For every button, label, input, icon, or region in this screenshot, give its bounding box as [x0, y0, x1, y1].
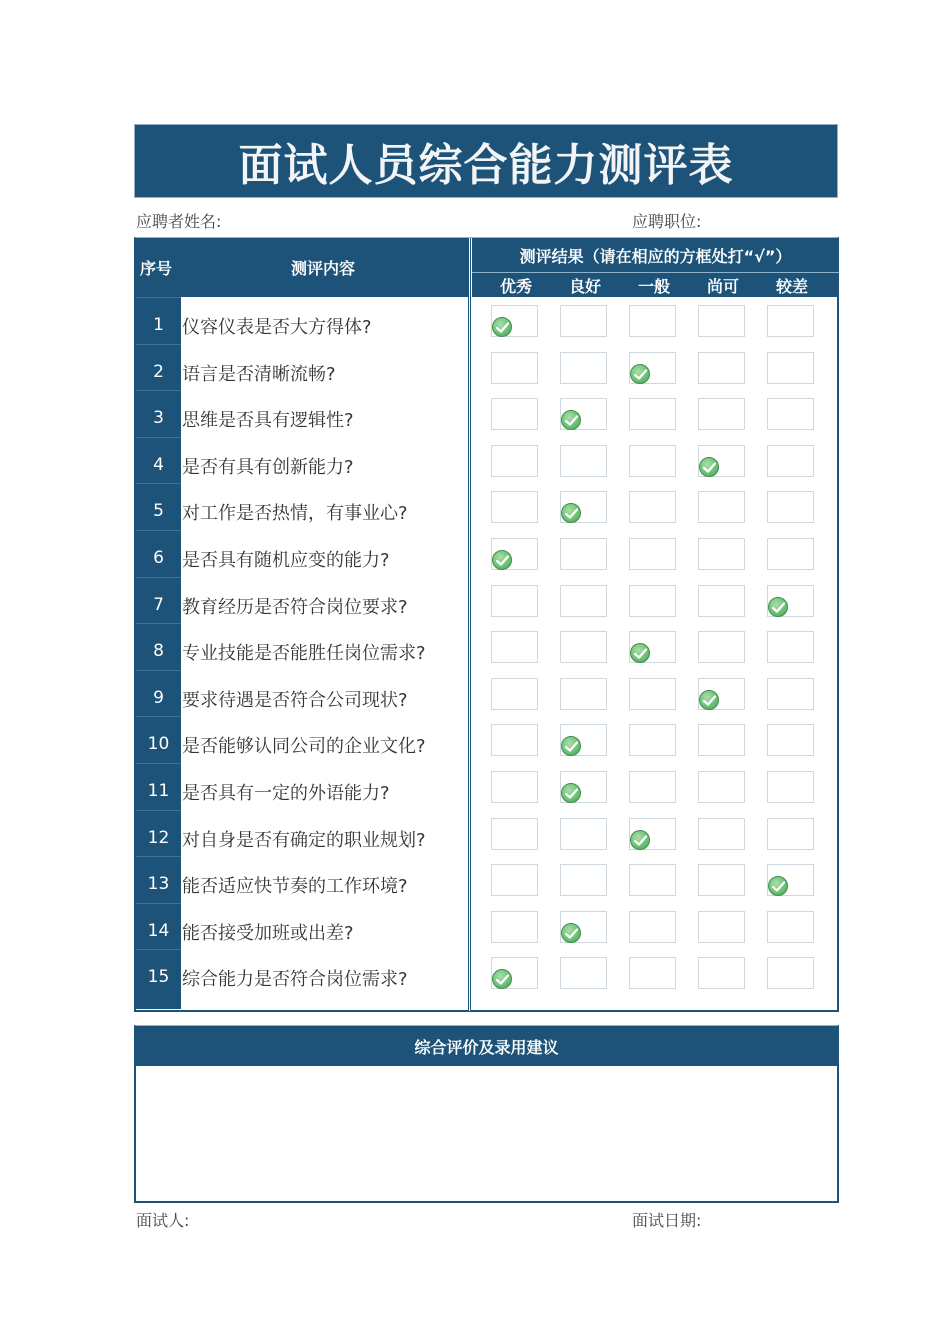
row-question: 是否具有一定的外语能力? [182, 783, 390, 804]
check-icon [630, 364, 650, 384]
rating-checkbox-excellent[interactable] [491, 911, 538, 943]
row-separator [136, 670, 181, 671]
rating-checkbox-average[interactable] [629, 957, 676, 989]
row-question: 能否接受加班或出差? [182, 922, 354, 944]
rating-checkbox-fair[interactable] [698, 305, 745, 337]
header-content: 测评内容 [291, 259, 356, 278]
rating-average: 一般 [638, 276, 671, 296]
rating-good: 良好 [569, 276, 602, 296]
rating-checkbox-fair[interactable] [698, 398, 745, 430]
rating-checkbox-excellent[interactable] [491, 352, 538, 384]
rating-checkbox-fair[interactable] [698, 491, 745, 523]
evaluation-table [134, 237, 839, 1012]
check-icon [492, 317, 512, 337]
check-icon [699, 690, 719, 710]
interview-date-label: 面试日期: [632, 1211, 702, 1230]
row-separator [136, 390, 181, 391]
row-index: 14 [147, 920, 170, 941]
rating-checkbox-average[interactable] [629, 445, 676, 477]
row-separator [136, 856, 181, 857]
rating-poor: 较差 [776, 276, 809, 296]
rating-checkbox-good[interactable] [560, 352, 607, 384]
summary-title: 综合评价及录用建议 [136, 1026, 837, 1066]
rating-checkbox-average[interactable] [629, 538, 676, 570]
row-question: 能否适应快节奏的工作环境? [182, 876, 408, 898]
row-separator [136, 810, 181, 811]
row-question: 是否能够认同公司的企业文化? [182, 736, 426, 758]
rating-checkbox-excellent[interactable] [491, 445, 538, 477]
rating-checkbox-average[interactable] [629, 678, 676, 710]
row-question: 语言是否清晰流畅? [182, 363, 336, 385]
rating-checkbox-poor[interactable] [767, 631, 814, 663]
rating-checkbox-average[interactable] [629, 585, 676, 617]
row-question: 综合能力是否符合岗位需求? [182, 969, 408, 991]
rating-checkbox-excellent[interactable] [491, 864, 538, 896]
summary-section [134, 1025, 839, 1203]
rating-checkbox-fair[interactable] [698, 864, 745, 896]
rating-checkbox-fair[interactable] [698, 957, 745, 989]
row-index: 1 [153, 315, 164, 335]
rating-checkbox-excellent[interactable] [491, 818, 538, 850]
header-result [472, 238, 839, 273]
rating-fair: 尚可 [707, 276, 740, 296]
interviewer-label: 面试人: [136, 1211, 190, 1230]
row-index: 8 [153, 641, 164, 662]
row-index: 15 [147, 967, 170, 988]
rating-checkbox-fair[interactable] [698, 585, 745, 617]
row-separator [136, 483, 181, 484]
check-icon [768, 597, 788, 617]
check-icon [561, 923, 581, 943]
check-icon [492, 550, 512, 570]
check-icon [699, 457, 719, 477]
rating-checkbox-fair[interactable] [698, 771, 745, 803]
rating-checkbox-fair[interactable] [698, 631, 745, 663]
row-separator [136, 763, 181, 764]
rating-checkbox-excellent[interactable] [491, 771, 538, 803]
rating-checkbox-poor[interactable] [767, 305, 814, 337]
row-separator [136, 297, 181, 298]
row-separator [136, 716, 181, 717]
column-divider [468, 238, 471, 1011]
rating-checkbox-average[interactable] [629, 724, 676, 756]
rating-excellent: 优秀 [500, 276, 533, 296]
row-question: 专业技能是否能胜任岗位需求? [182, 643, 426, 665]
rating-checkbox-poor[interactable] [767, 678, 814, 710]
form-title-bar [134, 124, 838, 198]
rating-checkbox-average[interactable] [629, 491, 676, 523]
rating-checkbox-poor[interactable] [767, 818, 814, 850]
rating-checkbox-poor[interactable] [767, 771, 814, 803]
rating-checkbox-fair[interactable] [698, 911, 745, 943]
row-index: 10 [147, 734, 170, 755]
rating-checkbox-average[interactable] [629, 911, 676, 943]
header-ratings [472, 273, 839, 297]
rating-checkbox-poor[interactable] [767, 491, 814, 523]
rating-checkbox-poor[interactable] [767, 352, 814, 384]
row-question: 思维是否具有逻辑性? [182, 410, 354, 432]
rating-checkbox-fair[interactable] [698, 538, 745, 570]
rating-checkbox-poor[interactable] [767, 445, 814, 477]
rating-checkbox-good[interactable] [560, 445, 607, 477]
row-index: 5 [153, 501, 164, 522]
header-index: 序号 [140, 259, 173, 278]
row-separator [136, 949, 181, 950]
rating-checkbox-good[interactable] [560, 538, 607, 570]
rating-checkbox-average[interactable] [629, 864, 676, 896]
check-icon [561, 783, 581, 803]
row-index: 9 [153, 687, 164, 708]
summary-content-area[interactable] [136, 1066, 837, 1200]
rating-checkbox-fair[interactable] [698, 352, 745, 384]
row-question: 对自身是否有确定的职业规划? [182, 829, 426, 851]
rating-checkbox-average[interactable] [629, 771, 676, 803]
rating-checkbox-poor[interactable] [767, 957, 814, 989]
row-separator [136, 623, 181, 624]
row-index: 6 [153, 548, 164, 568]
rating-checkbox-fair[interactable] [698, 724, 745, 756]
row-index: 12 [147, 827, 170, 848]
applicant-name-label: 应聘者姓名: [136, 212, 222, 231]
rating-checkbox-good[interactable] [560, 818, 607, 850]
row-separator [136, 903, 181, 904]
form-title: 面试人员综合能力测评表 [238, 140, 734, 191]
rating-checkbox-poor[interactable] [767, 538, 814, 570]
rating-checkbox-average[interactable] [629, 398, 676, 430]
rating-checkbox-good[interactable] [560, 305, 607, 337]
row-question: 是否有具有创新能力? [182, 456, 354, 478]
rating-checkbox-excellent[interactable] [491, 631, 538, 663]
row-index: 2 [153, 361, 164, 382]
row-index: 13 [147, 874, 170, 895]
check-icon [630, 830, 650, 850]
row-question: 对工作是否热情，有事业心? [182, 503, 408, 525]
rating-checkbox-excellent[interactable] [491, 398, 538, 430]
row-index: 11 [147, 781, 170, 801]
rating-checkbox-excellent[interactable] [491, 724, 538, 756]
rating-checkbox-good[interactable] [560, 585, 607, 617]
row-question: 是否具有随机应变的能力? [182, 550, 390, 571]
header-left [136, 238, 469, 297]
row-question: 教育经历是否符合岗位要求? [182, 596, 408, 618]
row-separator [136, 577, 181, 578]
header-result-label: 测评结果（请在相应的方框处打“√”） [519, 246, 792, 266]
row-index: 4 [153, 454, 164, 475]
rating-checkbox-good[interactable] [560, 957, 607, 989]
rating-checkbox-poor[interactable] [767, 911, 814, 943]
rating-checkbox-good[interactable] [560, 631, 607, 663]
rating-checkbox-poor[interactable] [767, 398, 814, 430]
applicant-position-label: 应聘职位: [632, 212, 702, 231]
rating-checkbox-fair[interactable] [698, 818, 745, 850]
row-separator [136, 344, 181, 345]
row-index: 7 [153, 594, 164, 615]
rating-checkbox-good[interactable] [560, 678, 607, 710]
row-question: 要求待遇是否符合公司现状? [182, 689, 408, 711]
row-separator [136, 437, 181, 438]
rating-checkbox-average[interactable] [629, 305, 676, 337]
rating-checkbox-poor[interactable] [767, 724, 814, 756]
rating-checkbox-excellent[interactable] [491, 491, 538, 523]
rating-checkbox-excellent[interactable] [491, 678, 538, 710]
row-question: 仪容仪表是否大方得体? [182, 317, 372, 338]
rating-checkbox-good[interactable] [560, 864, 607, 896]
rating-checkbox-excellent[interactable] [491, 585, 538, 617]
row-index: 3 [153, 408, 164, 429]
row-separator [136, 530, 181, 531]
